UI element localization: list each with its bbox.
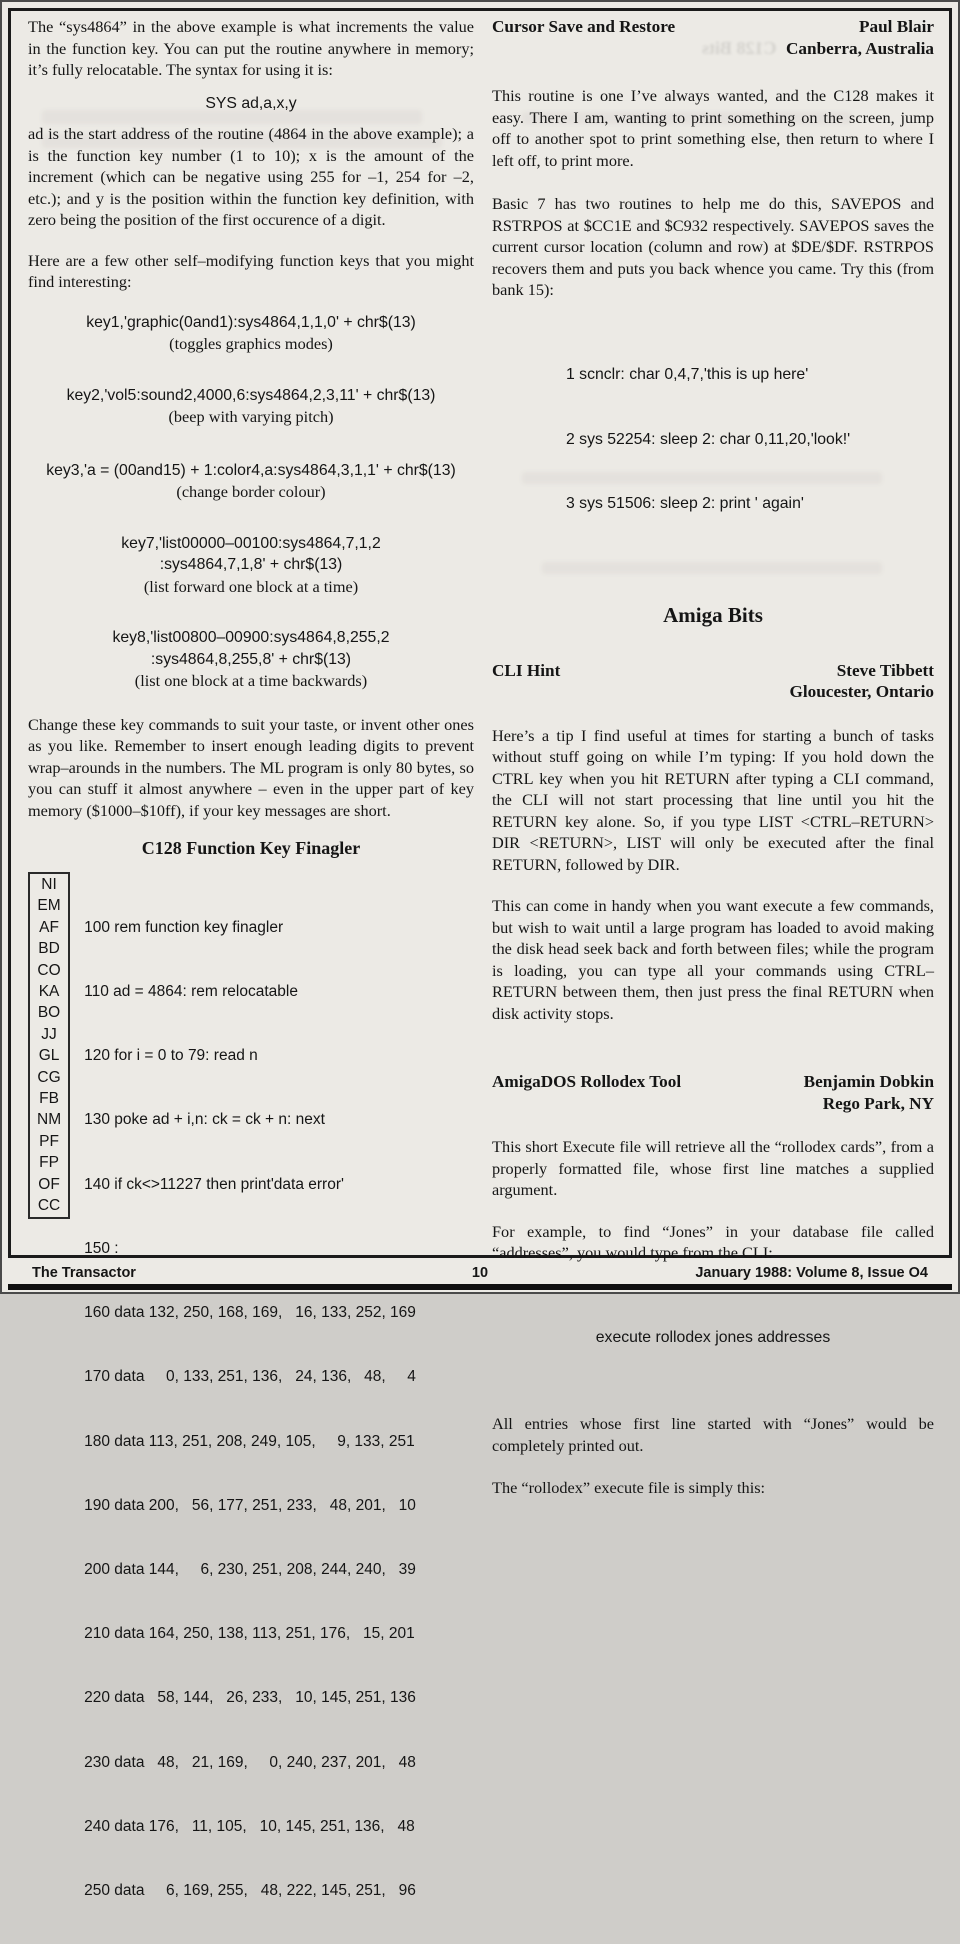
article-header — [492, 660, 934, 703]
key-caption: (toggles graphics modes) — [169, 334, 333, 353]
checksum-cell: PF — [39, 1132, 59, 1150]
author-location: Rego Park, NY — [822, 1093, 934, 1113]
key-caption: (list forward one block at a time) — [143, 576, 359, 596]
code-line: 3 sys 51506: sleep 2: print ' again' — [566, 494, 804, 512]
code-line: 130 poke ad + i,n: ck = ck + n: next — [84, 1111, 325, 1129]
checksum-cell: BD — [38, 940, 60, 958]
checksum-cell: CO — [37, 961, 61, 979]
code-line: 120 for i = 0 to 79: read n — [84, 1047, 258, 1065]
code-line: 1 scnclr: char 0,4,7,'this is up here' — [566, 366, 809, 384]
listing-code-column — [84, 874, 416, 1944]
code-line: 210 data 164, 250, 138, 113, 251, 176, 15, 201 — [84, 1625, 415, 1643]
article-author — [786, 16, 934, 59]
code-line: 200 data 144, 6, 230, 251, 208, 244, 240, 39 — [84, 1561, 416, 1578]
key-caption: (beep with varying pitch) — [168, 407, 334, 426]
left-column — [28, 16, 474, 1944]
article-author — [804, 1071, 934, 1114]
article-title: AmigaDOS Rollodex Tool — [492, 1072, 682, 1092]
key-code-line: key3,'a = (00and15) + 1:color4,a:sys4864,3,1,1' + chr$(13) — [46, 461, 456, 479]
code-line: 150 : — [84, 1239, 119, 1257]
key-caption: (list one block at a time backwards) — [134, 671, 368, 690]
author-name: Paul Blair — [859, 17, 934, 36]
paragraph-other-keys-intro: Here are a few other self–modifying function keys that you might find interesting: — [28, 250, 474, 291]
code-line: 240 data 176, 11, 105, 10, 145, 251, 136, 48 — [84, 1817, 415, 1835]
checksum-cell: NM — [37, 1111, 62, 1129]
key-example-block — [28, 385, 474, 428]
code-line: 190 data 200, 56, 177, 251, 233, 48, 201, 10 — [84, 1496, 416, 1514]
code-line: execute rollodex jones addresses — [595, 1328, 831, 1346]
paragraph-rollodex-4: The “rollodex” execute file is simply this: — [492, 1478, 766, 1497]
paragraph-syntax-explanation: ad is the start address of the routine (4864 in the above example); a is the function key number (1 to 10); x is the amount of the increment (which can be negative using 255 for –1, 254 for –2, etc.); and y is the position within the function key definition, with zero being the position of the first occurence of a digit. — [28, 124, 474, 229]
code-block — [492, 1284, 934, 1391]
code-line: 250 data 6, 169, 255, 48, 222, 145, 251, 96 — [84, 1882, 416, 1900]
checksum-cell: CG — [37, 1068, 61, 1086]
key-code-line: key2,'vol5:sound2,4000,6:sys4864,2,3,11' + chr$(13) — [66, 386, 436, 404]
checksum-cell: BO — [37, 1004, 61, 1022]
checksum-cell: NI — [41, 876, 57, 893]
code-line: 2 sys 52254: sleep 2: char 0,11,20,'look!' — [566, 430, 851, 448]
footer-left: The Transactor — [32, 1265, 136, 1281]
key-example-block — [28, 627, 474, 692]
author-name: Steve Tibbett — [836, 660, 934, 680]
key-caption: (change border colour) — [176, 482, 326, 501]
code-line: 100 rem function key finagler — [84, 918, 284, 936]
program-listing — [28, 872, 474, 1944]
footer-page-number: 10 — [471, 1265, 489, 1281]
code-line: 110 ad = 4864: rem relocatable — [84, 983, 298, 1001]
paragraph-cli-1: Here’s a tip I find useful at times for starting a bunch of tasks without stuff going on while I’m typing: If you hold down the CTRL key when you hit RETURN after typing a CLI command, the CLI will not start processing that line until you hit the RETURN key alone. So, if you type LIST <CTRL–RETURN> DIR <RETURN>, LIST will only be executed after the final RETURN, followed by DIR. — [492, 725, 934, 874]
key-code-line: key7,'list00000–00100:sys4864,7,1,2 — [121, 534, 381, 552]
checksum-cell: FB — [39, 1090, 59, 1108]
checksum-cell: CC — [37, 1197, 61, 1215]
code-line: 220 data 58, 144, 26, 233, 10, 145, 251, 136 — [84, 1689, 416, 1707]
footer — [10, 1262, 950, 1284]
paragraph-cursor-1: This routine is one I’ve always wanted, and the C128 makes it easy. There I am, wanting to print something on the screen, jump off to another spot to print something else, then return to where I left off, to print more. — [492, 86, 934, 170]
checksum-cell: JJ — [41, 1025, 57, 1043]
paragraph-cursor-2: Basic 7 has two routines to help me do this, SAVEPOS and RSTRPOS at $CC1E and $C932 respectively. SAVEPOS saves the current cursor location (column and row) at $DE/$DF. RSTRPOS recovers them and puts you back whence you came. Try this (from bank 15): — [492, 194, 934, 299]
paragraph-change-keys: Change these key commands to suit your taste, or invent other ones as you like. Remember to insert enough leading digits to prevent wrap–arounds in the numbers. The ML program is only 80 bytes, so you can stuff it almost anywhere – even in the upper part of key memory ($1000–$10ff), if your key messages are short. — [28, 714, 474, 820]
article-header — [492, 16, 934, 59]
code-line: 180 data 113, 251, 208, 249, 105, 9, 133, 251 — [84, 1432, 415, 1450]
code-line: 170 data 0, 133, 251, 136, 24, 136, 48, 4 — [84, 1368, 416, 1386]
paragraph-rollodex-3: All entries whose first line started with “Jones” would be completely printed out. — [492, 1414, 934, 1455]
article-header — [492, 1071, 934, 1114]
checksum-cell: EM — [37, 897, 61, 915]
author-location: Canberra, Australia — [786, 38, 934, 58]
checksum-cell: GL — [38, 1047, 60, 1065]
paragraph-rollodex-2: For example, to find “Jones” in your database file called “addresses”, you would type from the CLI: — [492, 1221, 934, 1263]
listing-title: C128 Function Key Finagler — [141, 838, 361, 858]
ghost-text: C128 Bits — [702, 38, 777, 58]
paragraph-cli-2: This can come in handy when you want execute a few commands, but wish to wait until a large program has loaded to avoid making the disk head seek back and forth between files; while the program is loading, you can type all your commands using CTRL–RETURN between them, then just press the final RETURN when disk activity stops. — [492, 896, 934, 1023]
checksum-cell: KA — [38, 983, 60, 1001]
code-block — [492, 322, 934, 557]
syntax-code: SYS ad,a,x,y — [205, 94, 297, 112]
code-line: 160 data 132, 250, 168, 169, 16, 133, 252, 169 — [84, 1304, 416, 1322]
key-example-block — [28, 533, 474, 598]
key-code-line: :sys4864,7,1,8' + chr$(13) — [159, 556, 343, 573]
footer-right: January 1988: Volume 8, Issue O4 — [695, 1265, 928, 1281]
paragraph-rollodex-1: This short Execute file will retrieve all the “rollodex cards”, from a properly formatted file, whose first line matches a supplied argument. — [492, 1137, 934, 1200]
code-line: 140 if ck<>11227 then print'data error' — [84, 1175, 344, 1193]
checksum-box — [28, 872, 70, 1219]
key-example-block — [28, 312, 474, 355]
key-code-line: key8,'list00800–00900:sys4864,8,255,2 — [112, 629, 390, 646]
author-name: Benjamin Dobkin — [803, 1072, 934, 1092]
checksum-cell: AF — [39, 918, 59, 936]
key-example-block — [28, 460, 474, 503]
author-location: Gloucester, Ontario — [789, 682, 934, 702]
paragraph-sys4864-intro: The “sys4864” in the above example is what increments the value in the function key. You can put the routine anywhere in memory; it’s fully relocatable. The syntax for using it is: — [28, 17, 474, 79]
section-heading-amiga-bits: Amiga Bits — [663, 602, 763, 627]
article-author — [790, 660, 934, 703]
code-line: 230 data 48, 21, 169, 0, 240, 237, 201, 48 — [84, 1753, 416, 1771]
key-code-line: :sys4864,8,255,8' + chr$(13) — [150, 650, 352, 668]
checksum-cell: OF — [38, 1175, 60, 1193]
checksum-cell: FP — [39, 1154, 59, 1172]
article-title: Cursor Save and Restore — [492, 17, 676, 36]
article-title: CLI Hint — [492, 660, 561, 680]
key-code-line: key1,'graphic(0and1):sys4864,1,1,0' + chr$(13) — [86, 313, 416, 331]
footer-bottom-bar — [8, 1284, 952, 1290]
